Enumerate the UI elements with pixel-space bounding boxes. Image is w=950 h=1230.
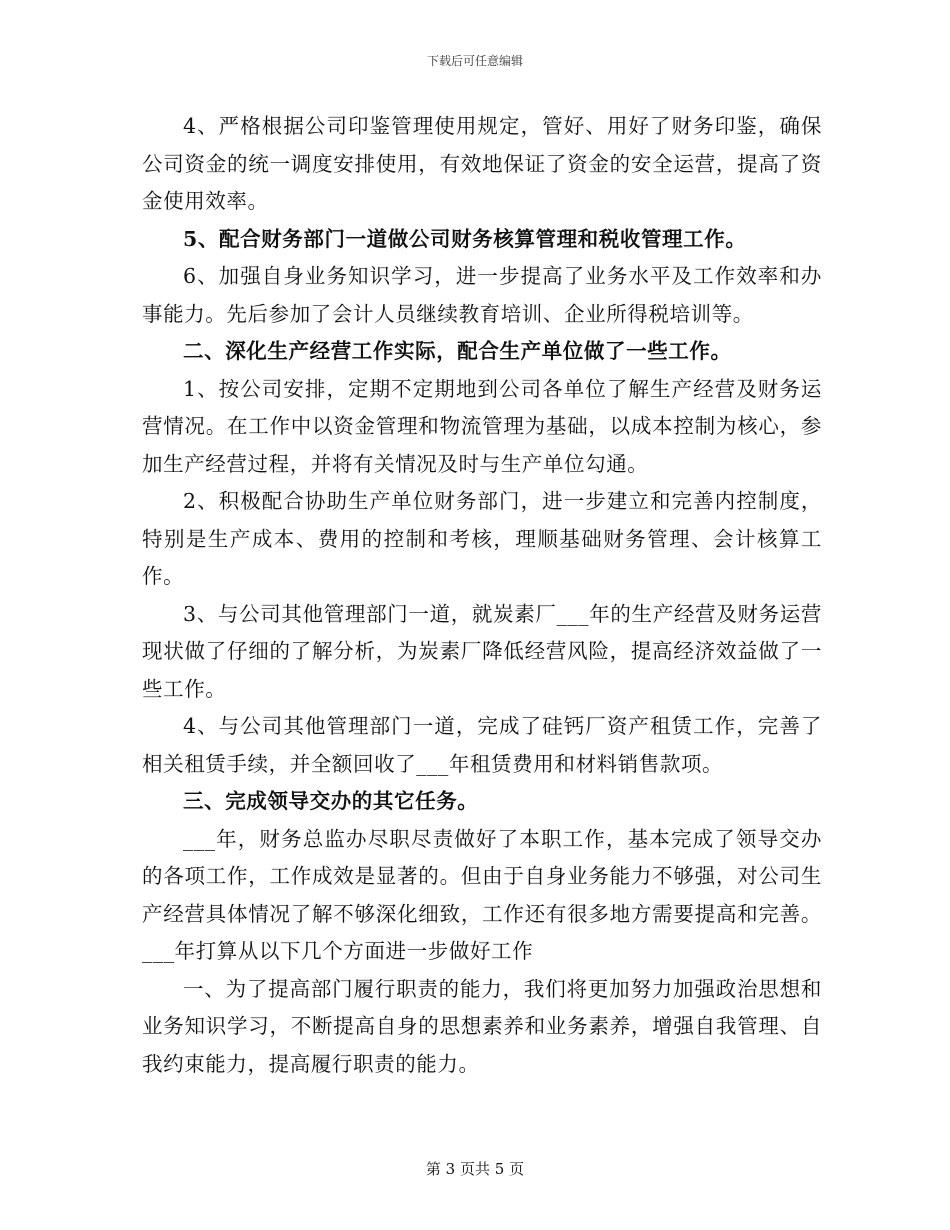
section-heading: 三、完成领导交办的其它任务。 [183, 789, 479, 813]
paragraph-heading: 5、配合财务部门一道做公司财务核算管理和税收管理工作。 [183, 226, 747, 251]
document-body [142, 108, 822, 1083]
page-number: 第 3 页共 5 页 [425, 1160, 525, 1178]
paragraph: 1、按公司安排，定期不定期地到公司各单位了解生产经营及财务运营情况。在工作中以资金管理和物流管理为基础，以成本控制为核心，参加生产经营过程，并将有关情况及时与生产单位勾通。 [142, 376, 822, 476]
section-heading: 二、深化生产经营工作实际，配合生产单位做了一些工作。 [183, 339, 732, 363]
paragraph: ___年，财务总监办尽职尽责做好了本职工作，基本完成了领导交办的各项工作，工作成效是显著的。但由于自身业务能力不够强，对公司生产经营具体情况了解不够深化细致，工作还有很多地方需要提高和完善。___年打算从以下几个方面进一步做好工作 [142, 826, 822, 963]
paragraph: 4、严格根据公司印鉴管理使用规定，管好、用好了财务印鉴，确保公司资金的统一调度安排使用，有效地保证了资金的安全运营，提高了资金使用效率。 [142, 114, 822, 213]
paragraph: 一、为了提高部门履行职责的能力，我们将更加努力加强政治思想和业务知识学习，不断提高自身的思想素养和业务素养，增强自我管理、自我约束能力，提高履行职责的能力。 [142, 976, 822, 1076]
paragraph: 4、与公司其他管理部门一道，完成了硅钙厂资产租赁工作，完善了相关租赁手续，并全额回收了___年租赁费用和材料销售款项。 [142, 714, 822, 776]
page-header: 下载后可任意编辑 [426, 54, 523, 68]
paragraph: 6、加强自身业务知识学习，进一步提高了业务水平及工作效率和办事能力。先后参加了会计人员继续教育培训、企业所得税培训等。 [142, 264, 822, 326]
paragraph: 3、与公司其他管理部门一道，就炭素厂___年的生产经营及财务运营现状做了仔细的了解分析，为炭素厂降低经营风险，提高经济效益做了一些工作。 [142, 601, 822, 701]
paragraph: 2、积极配合协助生产单位财务部门，进一步建立和完善内控制度，特别是生产成本、费用的控制和考核，理顺基础财务管理、会计核算工作。 [142, 489, 822, 588]
